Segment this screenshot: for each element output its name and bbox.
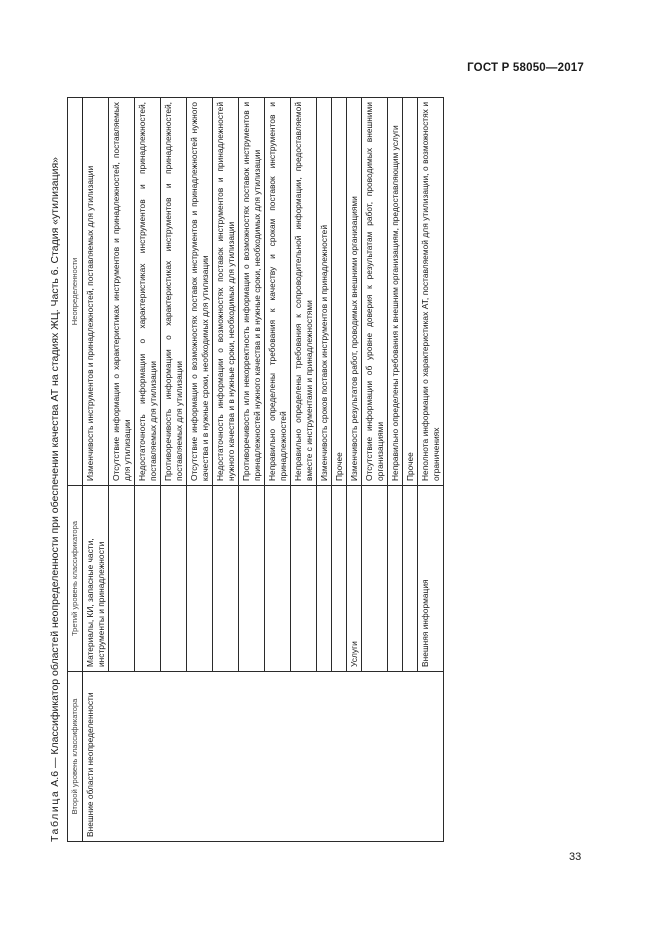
uncertainty-cell: Неправильно определены требования к сопроводительной информации, предоставляемой вместе с инструментами и принадлежностями bbox=[291, 98, 317, 486]
uncertainty-cell: Противоречивость или некорректность информации о возможностях поставок инструментов и принадлежностей нужного качества и в нужные сроки, необходимых для утилизации bbox=[239, 98, 265, 486]
level3-cell bbox=[403, 486, 418, 672]
level3-cell bbox=[109, 486, 135, 672]
uncertainty-cell: Неправильно определены требования к внешним организациям, предоставляющим услуги bbox=[388, 98, 403, 486]
table-body bbox=[83, 98, 444, 842]
uncertainty-cell: Изменчивость сроков поставок инструментов и принадлежностей bbox=[317, 98, 332, 486]
header-uncertainties: Неопределенности bbox=[68, 98, 83, 486]
level3-cell bbox=[362, 486, 388, 672]
header-level2: Второй уровень классификатора bbox=[68, 672, 83, 842]
uncertainty-cell: Противоречивость информации о характеристиках инструментов и принадлежностей, поставляемых для утилизации bbox=[161, 98, 187, 486]
level3-cell bbox=[213, 486, 239, 672]
header-level3: Третий уровень классификатора bbox=[68, 486, 83, 672]
uncertainty-cell: Отсутствие информации о возможностях поставок инструментов и принадлежностей нужного качества и в нужные сроки, необходимых для утилизации bbox=[187, 98, 213, 486]
classifier-table bbox=[67, 97, 444, 842]
uncertainty-cell: Неполнота информации о характеристиках АТ, поставляемой для утилизации, о возможностях и ограничениях bbox=[418, 98, 444, 486]
level3-cell bbox=[317, 486, 332, 672]
level3-cell: Услуги bbox=[347, 486, 362, 672]
level2-cell: Внешние области неопределенности bbox=[83, 672, 444, 842]
uncertainty-cell: Недостаточность информации о возможностях поставок инструментов и принадлежностей нужного качества и в нужные сроки, необходимых для утилизации bbox=[213, 98, 239, 486]
uncertainty-cell: Отсутствие информации о характеристиках инструментов и принадлежностей, поставляемых для утилизации bbox=[109, 98, 135, 486]
uncertainty-cell: Прочее bbox=[332, 98, 347, 486]
table-caption bbox=[48, 98, 66, 842]
rotated-table-page bbox=[48, 98, 596, 842]
level3-cell: Внешняя информация bbox=[418, 486, 444, 672]
uncertainty-cell: Изменчивость результатов работ, проводимых внешними организациями bbox=[347, 98, 362, 486]
uncertainty-cell: Неправильно определены требования к качеству и срокам поставок инструментов и принадлежностей bbox=[265, 98, 291, 486]
table-row bbox=[83, 98, 109, 842]
level3-cell bbox=[265, 486, 291, 672]
level3-cell bbox=[291, 486, 317, 672]
level3-cell bbox=[239, 486, 265, 672]
uncertainty-cell: Прочее bbox=[403, 98, 418, 486]
standard-designation: ГОСТ Р 58050—2017 bbox=[467, 62, 584, 74]
level3-cell bbox=[388, 486, 403, 672]
level3-cell bbox=[161, 486, 187, 672]
level3-cell: Материалы, КИ, запасные части, инструменты и принадлежности bbox=[83, 486, 109, 672]
level3-cell bbox=[187, 486, 213, 672]
table-header-row bbox=[68, 98, 83, 842]
uncertainty-cell: Изменчивость инструментов и принадлежностей, поставляемых для утилизации bbox=[83, 98, 109, 486]
table-caption-lead: Таблица bbox=[49, 789, 61, 842]
page-number: 33 bbox=[569, 851, 582, 863]
uncertainty-cell: Отсутствие информации об уровне доверия к результатам работ, проводимых внешними организациями bbox=[362, 98, 388, 486]
table-caption-text: А.6 — Классификатор областей неопределенности при обеспечении качества АТ на стадиях ЖЦ. Часть 6. Стадия «утилизация» bbox=[49, 156, 61, 790]
level3-cell bbox=[332, 486, 347, 672]
uncertainty-cell: Недостаточность информации о характеристиках инструментов и принадлежностей, поставляемых для утилизации bbox=[135, 98, 161, 486]
level3-cell bbox=[135, 486, 161, 672]
